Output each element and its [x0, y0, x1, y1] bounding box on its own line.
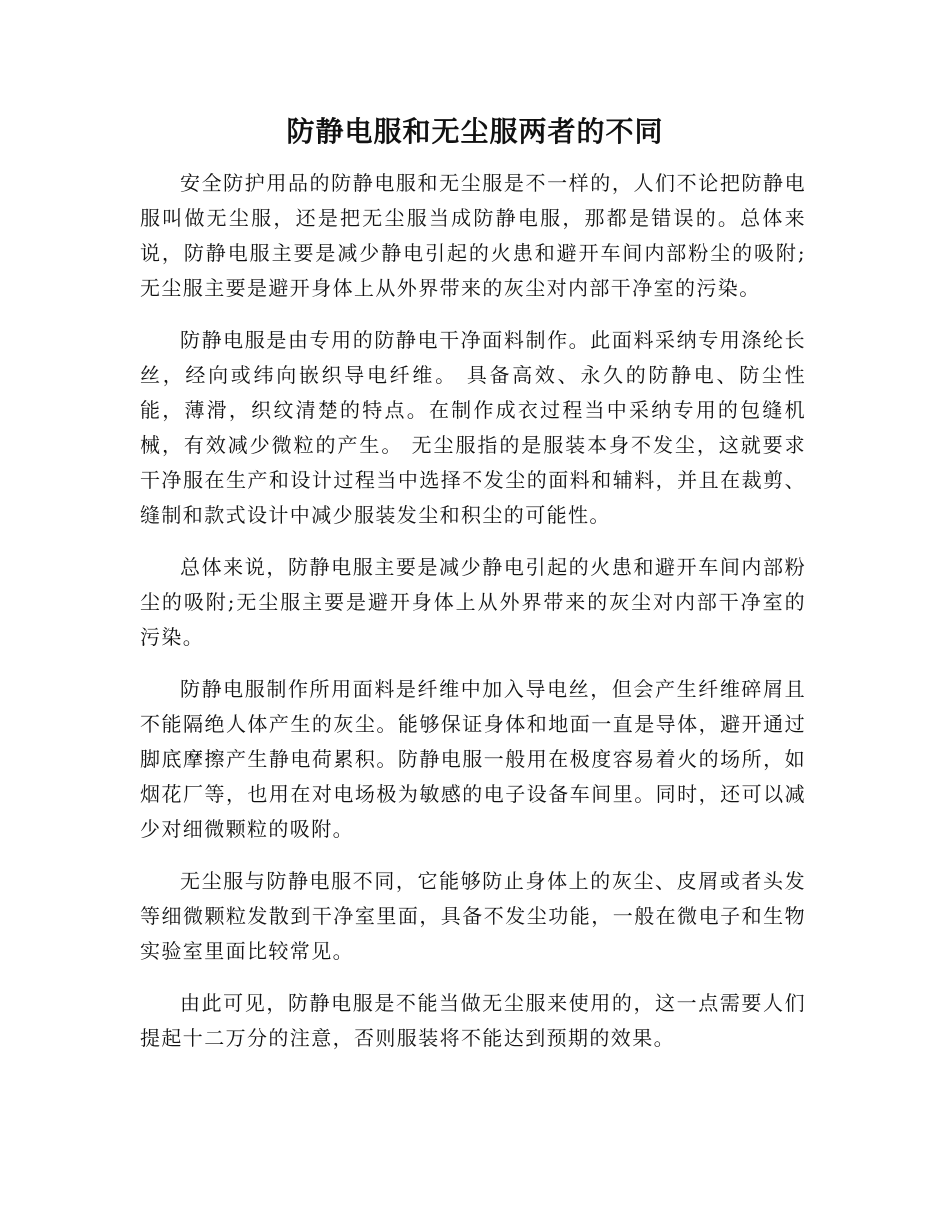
paragraph-6: 由此可见，防静电服是不能当做无尘服来使用的，这一点需要人们提起十二万分的注意，否则服装将不能达到预期的效果。 [140, 991, 806, 1050]
paragraph-5: 无尘服与防静电服不同，它能够防止身体上的灰尘、皮屑或者头发等细微颗粒发散到干净室里面，具备不发尘功能，一般在微电子和生物实验室里面比较常见。 [140, 869, 806, 963]
paragraph-1: 安全防护用品的防静电服和无尘服是不一样的，人们不论把防静电服叫做无尘服，还是把无尘服当成防静电服，那都是错误的。总体来说，防静电服主要是减少静电引起的火患和避开车间内部粉尘的吸附;无尘服主要是避开身体上从外界带来的灰尘对内部干净室的污染。 [140, 171, 806, 300]
document-title: 防静电服和无尘服两者的不同 [286, 115, 664, 148]
paragraph-2: 防静电服是由专用的防静电干净面料制作。此面料采纳专用涤纶长丝，经向或纬向嵌织导电纤维。 具备高效、永久的防静电、防尘性能，薄滑，织纹清楚的特点。在制作成衣过程当中采纳专用的包缝机械，有效减少微粒的产生。 无尘服指的是服装本身不发尘，这就要求干净服在生产和设计过程当中选择不发尘的面料和辅料，并且在裁剪、缝制和款式设计中减少服装发尘和积尘的可能性。 [140, 328, 806, 527]
paragraph-3: 总体来说，防静电服主要是减少静电引起的火患和避开车间内部粉尘的吸附;无尘服主要是避开身体上从外界带来的灰尘对内部干净室的污染。 [140, 555, 806, 649]
paragraph-4: 防静电服制作所用面料是纤维中加入导电丝，但会产生纤维碎屑且不能隔绝人体产生的灰尘。能够保证身体和地面一直是导体，避开通过脚底摩擦产生静电荷累积。防静电服一般用在极度容易着火的场所，如烟花厂等，也用在对电场极为敏感的电子设备车间里。同时，还可以减少对细微颗粒的吸附。 [140, 677, 806, 841]
document-body [140, 166, 806, 1073]
